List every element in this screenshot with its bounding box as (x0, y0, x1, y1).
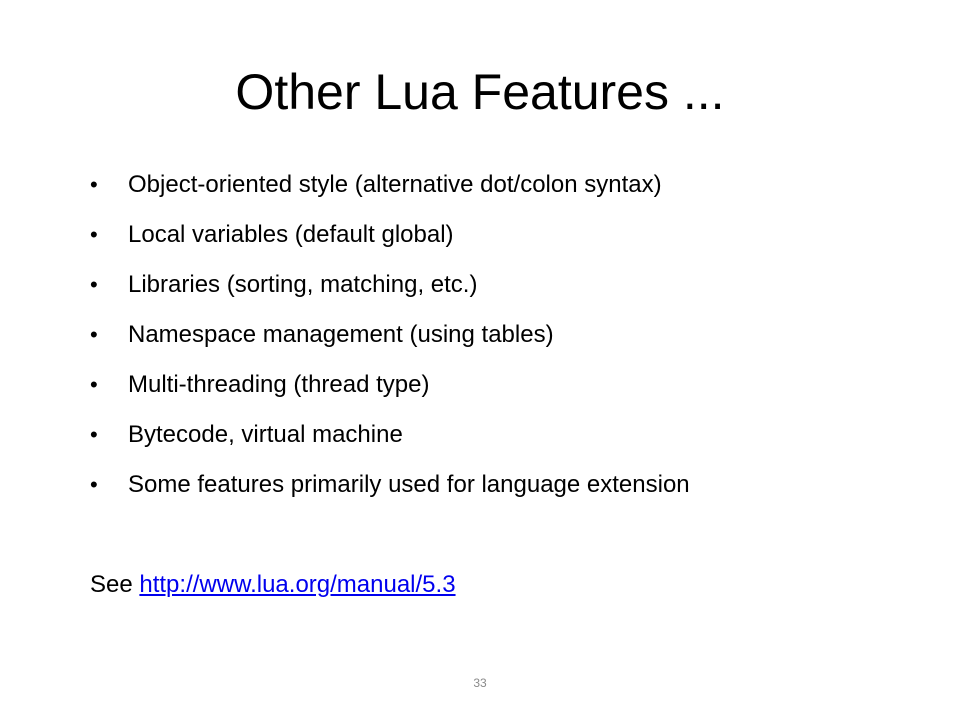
bullet-text: Namespace management (using tables) (128, 321, 554, 348)
slide-title: Other Lua Features ... (235, 64, 725, 120)
reference-prefix: See (90, 571, 140, 598)
lua-manual-link[interactable]: http://www.lua.org/manual/5.3 (139, 571, 456, 598)
bullet-text: Bytecode, virtual machine (128, 421, 403, 448)
bullet-icon: • (90, 272, 98, 297)
page-number: 33 (473, 676, 487, 690)
bullet-text: Some features primarily used for language extension (128, 471, 690, 498)
bullet-item (90, 310, 690, 360)
bullet-item (90, 360, 690, 410)
bullet-icon: • (90, 372, 98, 397)
bullet-list (90, 160, 690, 510)
bullet-icon: • (90, 172, 98, 197)
bullet-text: Multi-threading (thread type) (128, 371, 430, 398)
bullet-item (90, 460, 690, 510)
bullet-text: Libraries (sorting, matching, etc.) (128, 271, 478, 298)
bullet-item (90, 260, 690, 310)
bullet-icon: • (90, 422, 98, 447)
bullet-item (90, 160, 690, 210)
reference-line (90, 560, 456, 610)
bullet-icon: • (90, 472, 98, 497)
bullet-icon: • (90, 322, 98, 347)
bullet-text: Object-oriented style (alternative dot/colon syntax) (128, 171, 662, 198)
bullet-item (90, 210, 690, 260)
bullet-text: Local variables (default global) (128, 221, 454, 248)
bullet-item (90, 410, 690, 460)
bullet-icon: • (90, 222, 98, 247)
